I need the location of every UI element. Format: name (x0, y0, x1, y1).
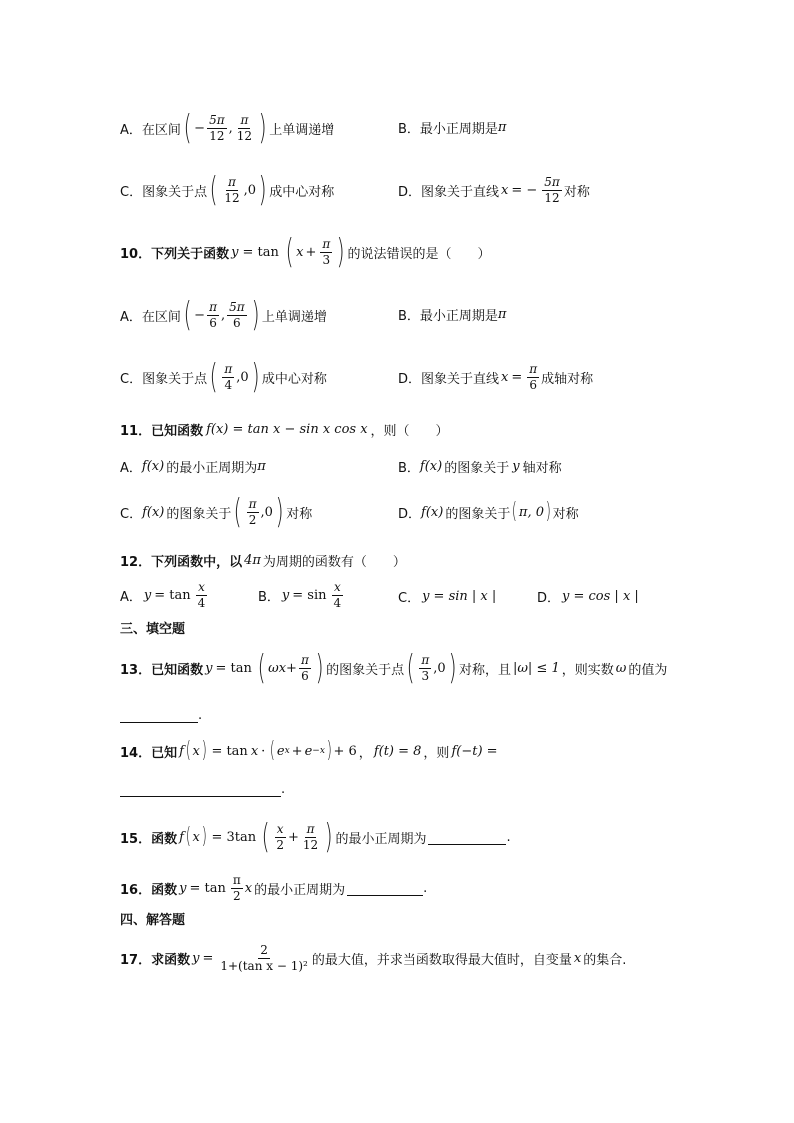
q9-a-frac1: $\frac{5\pi}{12}$ (209, 112, 225, 143)
q9-option-a[interactable]: A．在区间 ( − $\frac{5\pi}{12}$ , $\frac{\pi}{12}$ ) 上单调递增 (120, 108, 335, 148)
right-paren-icon: ) (275, 492, 284, 532)
left-paren-icon: ( (209, 170, 218, 210)
q11-option-a[interactable]: A． f(x) 的最小正周期为 π (120, 458, 266, 476)
right-paren-icon: ) (251, 357, 260, 397)
q16-answer-blank[interactable] (347, 881, 423, 896)
q9-a-frac2: $\frac{\pi}{12}$ (236, 112, 253, 143)
right-paren-icon: ) (258, 108, 267, 148)
q12-option-b[interactable]: B． y = sin $\frac{x}{4}$ (258, 579, 342, 610)
section-title-fill-in: 三、填空题 (120, 622, 186, 637)
q11-stem: 11．已知函数 f(x) = tan x − sin x cos x ，则（ ） (120, 421, 449, 439)
left-paren-icon: ( (234, 492, 243, 532)
q12-stem: 12．下列函数中，以 4π 为周期的函数有（ ） (120, 552, 406, 570)
left-paren-icon: ( (183, 108, 192, 148)
q14-answer-blank[interactable]: . (120, 780, 285, 798)
left-paren-icon: ( (257, 648, 266, 688)
right-paren-icon: ) (545, 499, 551, 524)
right-paren-icon: ) (258, 170, 267, 210)
q11-option-b[interactable]: B． f(x) 的图象关于 y 轴对称 (398, 458, 562, 476)
left-paren-icon: ( (183, 295, 192, 335)
q11-option-c[interactable]: C． f(x) 的图象关于 ( $\frac{\pi}{2}$ ,0 ) 对称 (120, 492, 313, 532)
left-paren-icon: ( (512, 499, 518, 524)
q12-option-d[interactable]: D． y = cos | x | (537, 588, 639, 606)
q16-stem: 16．函数 y = tan $\frac{\pi}{2}$ x 的最小正周期为 . (120, 872, 428, 903)
right-paren-icon: ) (315, 648, 324, 688)
left-paren-icon: ( (261, 817, 270, 857)
q17-stem: 17．求函数 y = $\frac{2}{\text{1+(tan x − 1)²}}$ 的最大值，并求当函数取得最大值时，自变量 x 的集合. (120, 942, 627, 973)
q15-stem: 15．函数 f ( x ) = 3tan ( $\frac{x}{2}$ + $\frac{\pi}{12}$ ) 的最小正周期为 . (120, 817, 511, 857)
q15-answer-blank[interactable] (428, 830, 506, 845)
right-paren-icon: ) (251, 295, 260, 335)
left-paren-icon: ( (406, 648, 415, 688)
q10-option-d[interactable]: D．图象关于直线 x = $\frac{\pi}{6}$ 成轴对称 (398, 361, 594, 392)
q13-stem: 13．已知函数 y = tan ( ωx + $\frac{\pi}{6}$ ) 的图象关于点 ( $\frac{\pi}{3}$ ,0 ) 对称，且 |ω| ≤ 1 ，则实数 ω 的值为 (120, 648, 668, 688)
q9-option-c[interactable]: C．图象关于点 ( $\frac{\pi}{12}$ ,0 ) 成中心对称 (120, 170, 335, 210)
left-paren-icon: ( (285, 232, 294, 272)
q13-answer-blank[interactable]: . (120, 706, 202, 724)
q9-option-d[interactable]: D．图象关于直线 x = − $\frac{5\pi}{12}$ 对称 (398, 174, 590, 205)
q11-option-d[interactable]: D． f(x) 的图象关于 ( π, 0 ) 对称 (398, 499, 579, 524)
q12-option-a[interactable]: A． y = tan $\frac{x}{4}$ (120, 579, 206, 610)
right-paren-icon: ) (448, 648, 457, 688)
right-paren-icon: ) (324, 817, 333, 857)
q12-option-c[interactable]: C． y = sin | x | (398, 588, 497, 606)
q14-stem: 14．已知 f ( x ) = tan x · ( e x + e −x ) + 6 ， f(t) = 8 ，则 f(−t) = (120, 738, 498, 763)
q10-stem: 10．下列关于函数 y = tan ( x + $\frac{\pi}{3}$ ) 的说法错误的是（ ） (120, 232, 491, 272)
q9-option-b[interactable]: B．最小正周期是 π (398, 119, 507, 137)
section-title-solution: 四、解答题 (120, 913, 186, 928)
q10-option-c[interactable]: C．图象关于点 ( $\frac{\pi}{4}$ ,0 ) 成中心对称 (120, 357, 327, 397)
q10-option-a[interactable]: A．在区间 ( − $\frac{\pi}{6}$ , $\frac{5\pi}{6}$ ) 上单调递增 (120, 295, 327, 335)
q10-option-b[interactable]: B．最小正周期是 π (398, 306, 507, 324)
left-paren-icon: ( (209, 357, 218, 397)
q9-option-a-label: A．在区间 (120, 122, 181, 138)
right-paren-icon: ) (336, 232, 345, 272)
